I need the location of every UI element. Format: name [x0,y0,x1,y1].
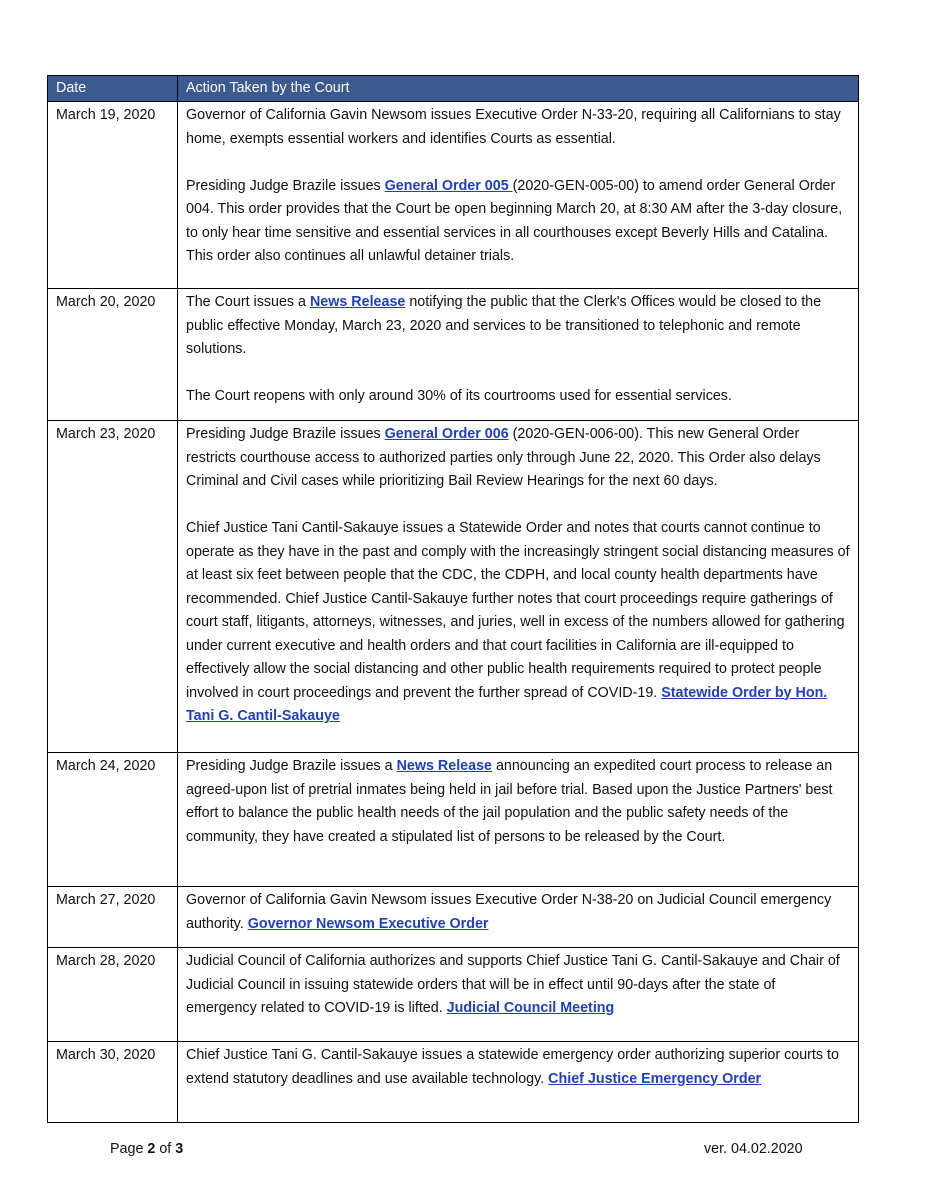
row-date: March 24, 2020 [48,753,178,887]
action-paragraph [186,291,850,362]
chief-justice-emergency-order-link[interactable]: Chief Justice Emergency Order [548,1070,762,1087]
row-action [178,1042,859,1123]
action-paragraph [186,104,850,151]
paragraph-text: Presiding Judge Brazile issues a [186,758,397,774]
table-row [48,289,859,421]
paragraph-text: Presiding Judge Brazile issues [186,177,385,194]
table-row [48,102,859,289]
action-paragraph [186,950,850,1021]
table-row [48,948,859,1042]
row-date: March 20, 2020 [48,289,178,421]
column-header-action: Action Taken by the Court [178,76,859,102]
row-date: March 28, 2020 [48,948,178,1042]
row-action [178,948,859,1042]
action-paragraph [186,1044,850,1091]
row-date: March 30, 2020 [48,1042,178,1123]
governor-executive-order-link[interactable]: Governor Newsom Executive Order [247,915,489,932]
paragraph-text: The Court issues a [186,294,310,310]
table-row [48,753,859,887]
table-row [48,421,859,753]
row-date: March 19, 2020 [48,102,178,289]
page-current: 2 [147,1141,156,1157]
row-date: March 23, 2020 [48,421,178,753]
action-paragraph [186,423,850,494]
paragraph-text: The Court reopens with only around 30% of its courtrooms used for essential services. [186,388,732,404]
table-row [48,1042,859,1123]
paragraph-text: (2020-GEN-006-00). This new General Order restricts courthouse access to authorized parties only through June 22, 2020. This Order also delays Criminal and Civil cases while prioritizing Bail Review Hearings for the next 60 days. [186,426,821,489]
table-row [48,887,859,948]
paragraph-text: notifying the public that the Clerk's Offices would be closed to the public effective Monday, March 23, 2020 and services to be transitioned to telephonic and remote solutions. [186,294,822,357]
paragraph-text: (2020-GEN-005-00) to amend order General Order 004. This order provides that the Court be open beginning March 20, at 8:30 AM after the 3-day closure, to only hear time sensitive and essential services in all courthouses except Beverly Hills and Catalina. This order also continues all unlawful detainer trials. [186,177,843,264]
table-header-row [48,76,859,102]
paragraph-text: Chief Justice Tani Cantil-Sakauye issues a Statewide Order and notes that courts cannot continue to operate as they have in the past and comply with the increasingly stringent social distancing measures of at least six feet between people that the CDC, the CDPH, and local county health departments have recommended. Chief Justice Cantil-Sakauye further notes that court proceedings require gatherings of court staff, litigants, attorneys, witnesses, and juries, well in excess of the numbers allowed for gathering under current executive and health orders and that court facilities in California are ill-equipped to effectively allow the social distancing and other public health requirements required to protect people involved in court proceedings and prevent the further spread of COVID-19. [186,520,850,701]
of-word: of [159,1141,172,1157]
action-paragraph [186,755,850,849]
news-release-link[interactable]: News Release [309,294,406,310]
action-paragraph [186,889,850,936]
news-release-link[interactable]: News Release [396,758,492,774]
paragraph-text: Governor of California Gavin Newsom issues Executive Order N-33-20, requiring all Californians to stay home, exempts essential workers and identifies Courts as essential. [186,107,841,147]
page-word: Page [110,1141,144,1157]
statewide-order-link[interactable]: Statewide Order by Hon. Tani G. Cantil-Sakauye [186,684,828,724]
action-paragraph [186,385,850,409]
paragraph-text: Governor of California Gavin Newsom issues Executive Order N-38-20 on Judicial Council emergency authority. [186,892,832,932]
paragraph-text: Judicial Council of California authorizes and supports Chief Justice Tani G. Cantil-Sakauye and Chair of Judicial Council in issuing statewide orders that will be in effect until 90-days after the state of emergency related to COVID-19 is lifted. [186,953,840,1016]
row-action [178,102,859,289]
judicial-council-meeting-link[interactable]: Judicial Council Meeting [446,1000,615,1016]
paragraph-text: Chief Justice Tani G. Cantil-Sakauye issues a statewide emergency order authorizing superior courts to extend statutory deadlines and use available technology. [186,1047,839,1087]
paragraph-text: announcing an expedited court process to release an agreed-upon list of pretrial inmates being held in jail before trial. Based upon the Justice Partners' best effort to balance the public health needs of the jail population and the public safety needs of the community, they have created a stipulated list of persons to be released by the Court. [186,758,833,845]
page-number [110,1141,183,1157]
row-action [178,753,859,887]
court-actions-table [47,75,859,1123]
column-header-date: Date [48,76,178,102]
row-date: March 27, 2020 [48,887,178,948]
row-action [178,421,859,753]
action-paragraph [186,175,850,269]
general-order-006-link[interactable]: General Order 006 [384,426,509,442]
general-order-005-link[interactable]: General Order 005 [384,177,513,194]
page-total: 3 [175,1141,184,1157]
row-action [178,289,859,421]
version-label: ver. 04.02.2020 [704,1141,803,1157]
paragraph-text: Presiding Judge Brazile issues [186,426,385,442]
row-action [178,887,859,948]
action-paragraph [186,517,850,729]
